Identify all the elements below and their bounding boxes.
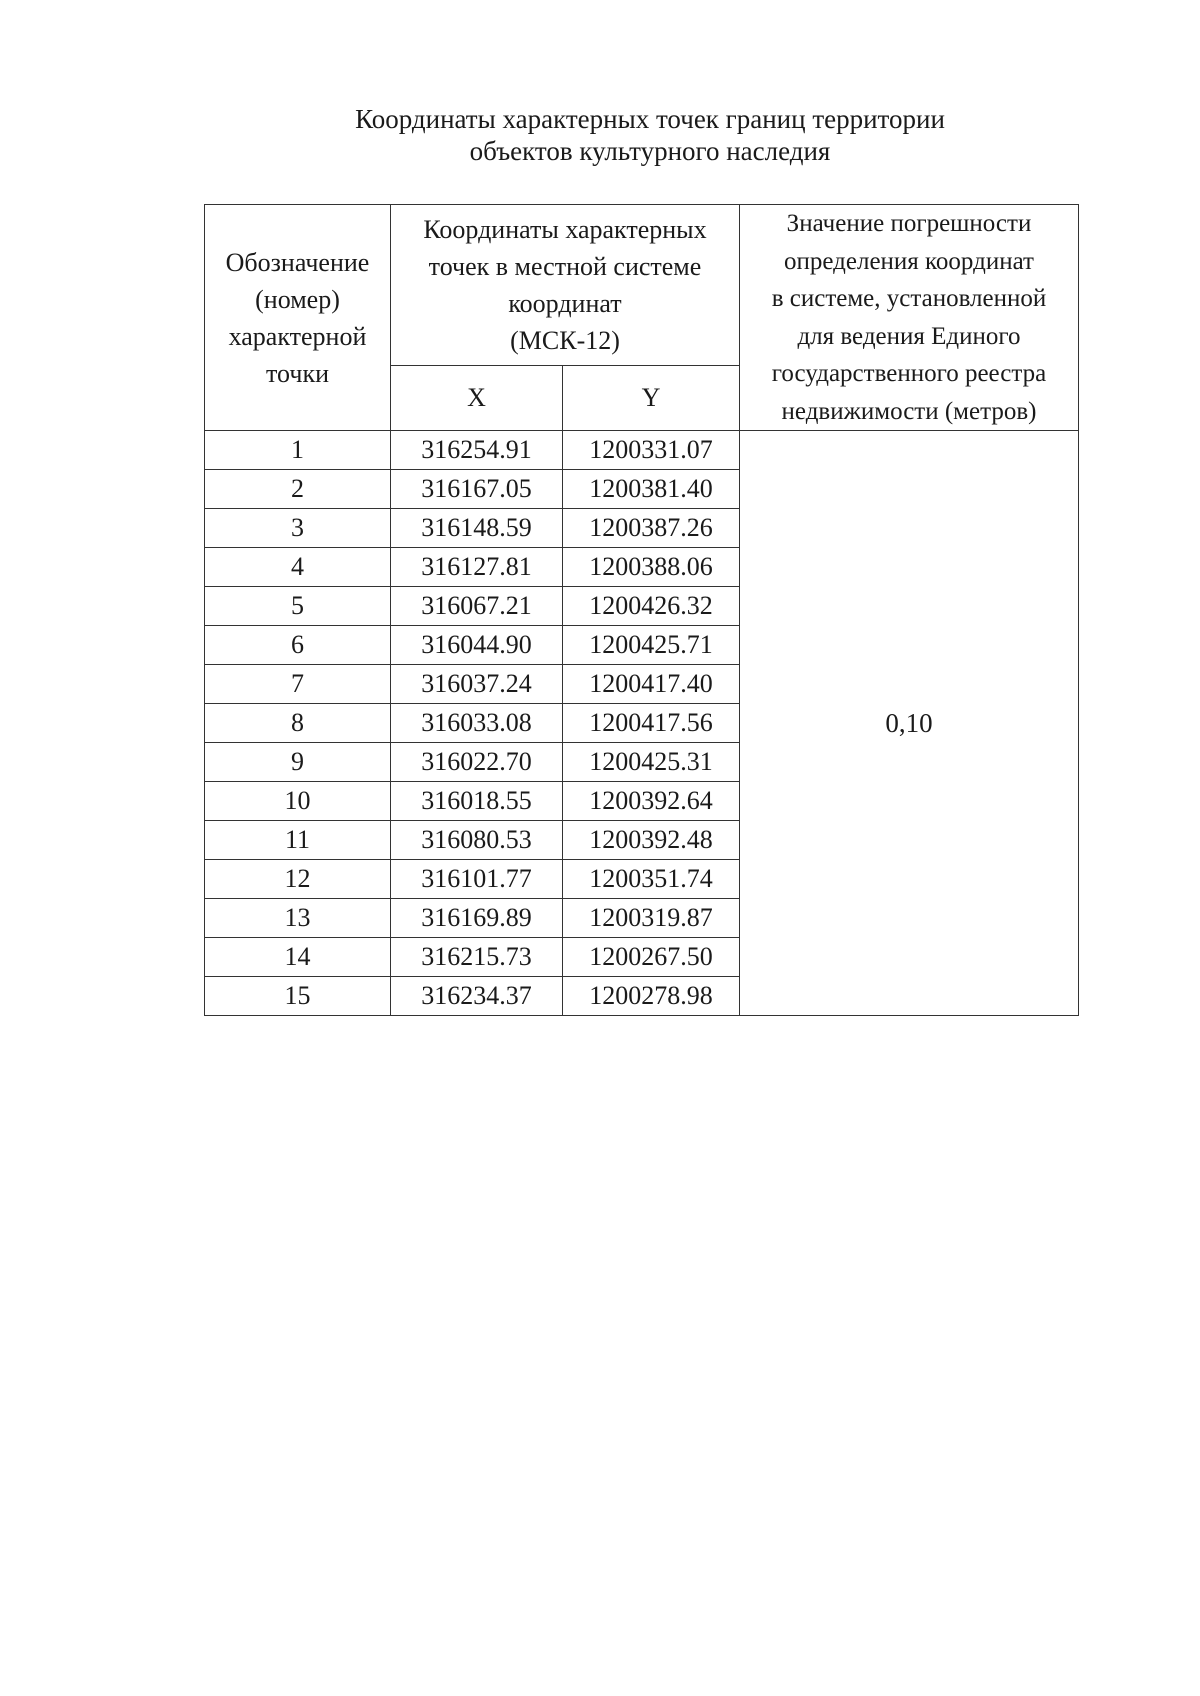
y-coordinate-cell: 1200392.64 bbox=[563, 782, 740, 821]
point-number-cell: 7 bbox=[205, 665, 391, 704]
x-coordinate-cell: 316101.77 bbox=[391, 860, 563, 899]
y-coordinate-cell: 1200388.06 bbox=[563, 548, 740, 587]
coordinates-table bbox=[204, 204, 1079, 1016]
y-coordinate-cell: 1200387.26 bbox=[563, 509, 740, 548]
table-body bbox=[205, 431, 1079, 1016]
x-coordinate-cell: 316215.73 bbox=[391, 938, 563, 977]
y-coordinate-cell: 1200351.74 bbox=[563, 860, 740, 899]
y-coordinate-cell: 1200417.40 bbox=[563, 665, 740, 704]
header-point-number: Обозначение (номер) характерной точки bbox=[205, 205, 391, 431]
y-coordinate-cell: 1200278.98 bbox=[563, 977, 740, 1016]
x-coordinate-cell: 316033.08 bbox=[391, 704, 563, 743]
y-coordinate-cell: 1200267.50 bbox=[563, 938, 740, 977]
point-number-cell: 3 bbox=[205, 509, 391, 548]
title-line-1: Координаты характерных точек границ территории bbox=[355, 104, 945, 134]
point-number-cell: 6 bbox=[205, 626, 391, 665]
document-title bbox=[0, 103, 1200, 167]
x-coordinate-cell: 316234.37 bbox=[391, 977, 563, 1016]
point-number-cell: 15 bbox=[205, 977, 391, 1016]
y-coordinate-cell: 1200425.71 bbox=[563, 626, 740, 665]
point-number-cell: 14 bbox=[205, 938, 391, 977]
x-coordinate-cell: 316044.90 bbox=[391, 626, 563, 665]
y-coordinate-cell: 1200392.48 bbox=[563, 821, 740, 860]
y-coordinate-cell: 1200417.56 bbox=[563, 704, 740, 743]
x-coordinate-cell: 316169.89 bbox=[391, 899, 563, 938]
x-coordinate-cell: 316167.05 bbox=[391, 470, 563, 509]
y-coordinate-cell: 1200319.87 bbox=[563, 899, 740, 938]
table-row bbox=[205, 431, 1079, 470]
header-error-value: Значение погрешности определения координат в системе, установленной для ведения Единого государственного реестра недвижимости (метров) bbox=[740, 205, 1079, 431]
point-number-cell: 5 bbox=[205, 587, 391, 626]
error-value-cell: 0,10 bbox=[740, 431, 1079, 1016]
point-number-cell: 12 bbox=[205, 860, 391, 899]
header-y: Y bbox=[563, 366, 740, 431]
title-line-2: объектов культурного наследия bbox=[469, 136, 831, 166]
point-number-cell: 10 bbox=[205, 782, 391, 821]
y-coordinate-cell: 1200331.07 bbox=[563, 431, 740, 470]
header-x: X bbox=[391, 366, 563, 431]
x-coordinate-cell: 316080.53 bbox=[391, 821, 563, 860]
point-number-cell: 2 bbox=[205, 470, 391, 509]
point-number-cell: 13 bbox=[205, 899, 391, 938]
y-coordinate-cell: 1200425.31 bbox=[563, 743, 740, 782]
y-coordinate-cell: 1200381.40 bbox=[563, 470, 740, 509]
point-number-cell: 8 bbox=[205, 704, 391, 743]
x-coordinate-cell: 316067.21 bbox=[391, 587, 563, 626]
point-number-cell: 9 bbox=[205, 743, 391, 782]
point-number-cell: 1 bbox=[205, 431, 391, 470]
point-number-cell: 11 bbox=[205, 821, 391, 860]
x-coordinate-cell: 316037.24 bbox=[391, 665, 563, 704]
x-coordinate-cell: 316018.55 bbox=[391, 782, 563, 821]
x-coordinate-cell: 316254.91 bbox=[391, 431, 563, 470]
x-coordinate-cell: 316148.59 bbox=[391, 509, 563, 548]
y-coordinate-cell: 1200426.32 bbox=[563, 587, 740, 626]
x-coordinate-cell: 316022.70 bbox=[391, 743, 563, 782]
x-coordinate-cell: 316127.81 bbox=[391, 548, 563, 587]
point-number-cell: 4 bbox=[205, 548, 391, 587]
header-coordinates: Координаты характерных точек в местной системе координат (МСК-12) bbox=[391, 205, 740, 366]
